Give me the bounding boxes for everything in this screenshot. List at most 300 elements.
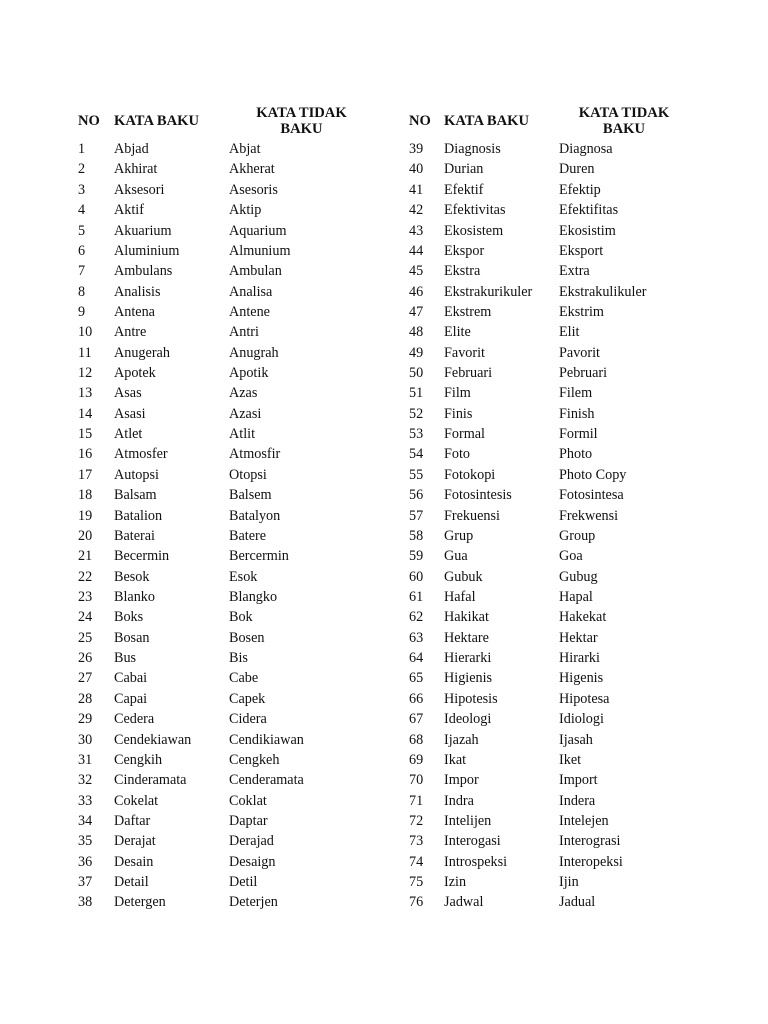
kata-tidak-baku-cell: Aktip bbox=[229, 202, 262, 219]
kata-tidak-baku-cell: Capek bbox=[229, 690, 266, 707]
kata-baku-cell: Detergen bbox=[114, 894, 166, 911]
table-row bbox=[78, 139, 374, 159]
kata-tidak-baku-cell: Azasi bbox=[229, 405, 262, 422]
kata-baku-cell: Ekstrem bbox=[444, 303, 492, 320]
table-row bbox=[409, 220, 689, 240]
table-row bbox=[78, 648, 374, 668]
kata-tidak-baku-cell: Bis bbox=[229, 650, 248, 667]
row-number: 9 bbox=[78, 303, 86, 320]
table-row bbox=[409, 363, 689, 383]
kata-tidak-baku-cell: Detil bbox=[229, 874, 258, 891]
kata-baku-cell: Cabai bbox=[114, 670, 148, 687]
kata-tidak-baku-cell: Frekwensi bbox=[559, 507, 619, 524]
kata-tidak-baku-cell: Intelejen bbox=[559, 812, 609, 829]
row-number: 48 bbox=[409, 324, 424, 341]
row-number: 20 bbox=[78, 527, 93, 544]
table-row bbox=[78, 180, 374, 200]
kata-tidak-baku-cell: Efektip bbox=[559, 181, 601, 198]
kata-tidak-baku-cell: Akherat bbox=[229, 161, 275, 178]
table-row bbox=[409, 322, 689, 342]
kata-baku-cell: Becermin bbox=[114, 548, 170, 565]
row-number: 52 bbox=[409, 405, 424, 422]
row-number: 22 bbox=[78, 568, 93, 585]
kata-tidak-baku-cell: Antri bbox=[229, 324, 259, 341]
kata-tidak-baku-cell: Apotik bbox=[229, 365, 269, 382]
table-row bbox=[409, 628, 689, 648]
kata-baku-cell: Foto bbox=[444, 446, 471, 463]
kata-tidak-baku-cell: Deterjen bbox=[229, 894, 278, 911]
table-row bbox=[78, 241, 374, 261]
row-number: 16 bbox=[78, 446, 93, 463]
row-number: 49 bbox=[409, 344, 424, 361]
kata-tidak-baku-cell: Bercermin bbox=[229, 548, 289, 565]
table-header-row bbox=[409, 103, 689, 139]
kata-baku-cell: Film bbox=[444, 385, 471, 402]
kata-baku-cell: Hafal bbox=[444, 588, 476, 605]
row-number: 40 bbox=[409, 161, 424, 178]
kata-tidak-baku-cell: Idiologi bbox=[559, 711, 604, 728]
kata-baku-cell: Atlet bbox=[114, 426, 143, 443]
kata-tidak-baku-cell: Pebruari bbox=[559, 365, 608, 382]
kata-baku-cell: Favorit bbox=[444, 344, 485, 361]
kata-baku-cell: Cendekiawan bbox=[114, 731, 192, 748]
kata-baku-cell: Apotek bbox=[114, 365, 156, 382]
kata-baku-cell: Interogasi bbox=[444, 833, 501, 850]
row-number: 27 bbox=[78, 670, 93, 687]
row-number: 69 bbox=[409, 751, 424, 768]
kata-baku-cell: Daftar bbox=[114, 812, 151, 829]
table-row bbox=[409, 729, 689, 749]
kata-tidak-baku-cell: Eksport bbox=[559, 242, 604, 259]
row-number: 29 bbox=[78, 711, 93, 728]
row-number: 67 bbox=[409, 711, 424, 728]
table-row bbox=[409, 709, 689, 729]
kata-tidak-baku-cell: Formil bbox=[559, 426, 598, 443]
kata-baku-cell: Frekuensi bbox=[444, 507, 500, 524]
table-row bbox=[78, 404, 374, 424]
row-number: 5 bbox=[78, 222, 86, 239]
kata-baku-cell: Fotosintesis bbox=[444, 487, 512, 504]
kata-tidak-baku-cell: Otopsi bbox=[229, 466, 267, 483]
table-row bbox=[78, 791, 374, 811]
table-row bbox=[409, 791, 689, 811]
table-row bbox=[409, 648, 689, 668]
kata-baku-cell: Blanko bbox=[114, 588, 155, 605]
table-row bbox=[78, 526, 374, 546]
kata-baku-cell: Analisis bbox=[114, 283, 161, 300]
kata-baku-cell: Cokelat bbox=[114, 792, 159, 809]
table-row bbox=[78, 872, 374, 892]
kata-tidak-baku-cell: Bok bbox=[229, 609, 253, 626]
kata-baku-cell: Antena bbox=[114, 303, 155, 320]
kata-baku-cell: Hakikat bbox=[444, 609, 489, 626]
table-row bbox=[409, 424, 689, 444]
row-number: 21 bbox=[78, 548, 93, 565]
row-number: 32 bbox=[78, 772, 93, 789]
row-number: 41 bbox=[409, 181, 424, 198]
table-row bbox=[78, 852, 374, 872]
table-row bbox=[78, 831, 374, 851]
row-number: 53 bbox=[409, 426, 424, 443]
kata-tidak-baku-cell: Ekstrim bbox=[559, 303, 604, 320]
row-number: 24 bbox=[78, 609, 93, 626]
kata-baku-cell: Bosan bbox=[114, 629, 150, 646]
kata-baku-cell: Besok bbox=[114, 568, 150, 585]
table-row bbox=[78, 343, 374, 363]
table-row bbox=[78, 465, 374, 485]
kata-tidak-baku-cell: Higenis bbox=[559, 670, 604, 687]
kata-tidak-baku-cell: Desaign bbox=[229, 853, 276, 870]
row-number: 7 bbox=[78, 263, 86, 280]
table-row bbox=[409, 892, 689, 912]
row-number: 11 bbox=[78, 344, 92, 361]
kata-baku-cell: Boks bbox=[114, 609, 144, 626]
row-number: 66 bbox=[409, 690, 424, 707]
row-number: 72 bbox=[409, 812, 424, 829]
row-number: 65 bbox=[409, 670, 424, 687]
kata-tidak-baku-cell: Analisa bbox=[229, 283, 273, 300]
kata-tidak-baku-cell: Aquarium bbox=[229, 222, 287, 239]
kata-tidak-baku-cell: Efektifitas bbox=[559, 202, 619, 219]
table-row bbox=[409, 404, 689, 424]
kata-tidak-baku-cell: Bosen bbox=[229, 629, 265, 646]
kata-tidak-baku-cell: Hipotesa bbox=[559, 690, 610, 707]
kata-baku-cell: Elite bbox=[444, 324, 471, 341]
kata-tidak-baku-cell: Extra bbox=[559, 263, 590, 280]
row-number: 68 bbox=[409, 731, 424, 748]
row-number: 39 bbox=[409, 141, 424, 158]
row-number: 26 bbox=[78, 650, 93, 667]
table-row bbox=[409, 261, 689, 281]
table-row bbox=[78, 689, 374, 709]
kata-baku-cell: Aluminium bbox=[114, 242, 180, 259]
kata-baku-cell: Introspeksi bbox=[444, 853, 508, 870]
kata-tidak-baku-cell: Ekstrakulikuler bbox=[559, 283, 647, 300]
word-table-right bbox=[409, 103, 689, 913]
kata-tidak-baku-cell: Hektar bbox=[559, 629, 598, 646]
row-number: 42 bbox=[409, 202, 424, 219]
row-number: 31 bbox=[78, 751, 93, 768]
kata-tidak-baku-cell: Gubug bbox=[559, 568, 598, 585]
kata-baku-cell: Desain bbox=[114, 853, 154, 870]
kata-tidak-baku-cell: Asesoris bbox=[229, 181, 278, 198]
table-row bbox=[78, 750, 374, 770]
table-row bbox=[78, 159, 374, 179]
row-number: 60 bbox=[409, 568, 424, 585]
kata-tidak-baku-cell: Hirarki bbox=[559, 650, 600, 667]
kata-baku-cell: Hierarki bbox=[444, 650, 492, 667]
kata-baku-cell: Ijazah bbox=[444, 731, 479, 748]
kata-tidak-baku-cell: Anugrah bbox=[229, 344, 279, 361]
kata-tidak-baku-cell: Blangko bbox=[229, 588, 278, 605]
kata-tidak-baku-cell: Cabe bbox=[229, 670, 259, 687]
row-number: 51 bbox=[409, 385, 424, 402]
table-row bbox=[409, 567, 689, 587]
table-row bbox=[409, 302, 689, 322]
row-number: 33 bbox=[78, 792, 93, 809]
kata-baku-cell: Diagnosis bbox=[444, 141, 501, 158]
row-number: 61 bbox=[409, 588, 424, 605]
header-kata-tidak-baku-line2: BAKU bbox=[602, 121, 646, 137]
kata-baku-cell: Fotokopi bbox=[444, 466, 496, 483]
table-row bbox=[78, 729, 374, 749]
row-number: 25 bbox=[78, 629, 93, 646]
table-row bbox=[78, 200, 374, 220]
row-number: 70 bbox=[409, 772, 424, 789]
kata-baku-cell: Anugerah bbox=[114, 344, 170, 361]
table-row bbox=[409, 139, 689, 159]
kata-baku-cell: Efektif bbox=[444, 181, 484, 198]
kata-baku-cell: Akhirat bbox=[114, 161, 158, 178]
kata-baku-cell: Jadwal bbox=[444, 894, 484, 911]
kata-tidak-baku-cell: Antene bbox=[229, 303, 270, 320]
kata-baku-cell: Ideologi bbox=[444, 711, 492, 728]
header-kata-tidak-baku-line1: KATA TIDAK bbox=[256, 105, 347, 121]
kata-baku-cell: Grup bbox=[444, 527, 474, 544]
row-number: 15 bbox=[78, 426, 93, 443]
kata-tidak-baku-cell: Import bbox=[559, 772, 598, 789]
kata-baku-cell: Ambulans bbox=[114, 263, 173, 280]
table-row bbox=[78, 383, 374, 403]
kata-baku-cell: Atmosfer bbox=[114, 446, 168, 463]
row-number: 47 bbox=[409, 303, 424, 320]
row-number: 76 bbox=[409, 894, 424, 911]
kata-tidak-baku-cell: Iket bbox=[559, 751, 582, 768]
kata-tidak-baku-cell: Cendikiawan bbox=[229, 731, 304, 748]
table-row bbox=[78, 363, 374, 383]
row-number: 23 bbox=[78, 588, 93, 605]
kata-tidak-baku-cell: Esok bbox=[229, 568, 258, 585]
row-number: 44 bbox=[409, 242, 424, 259]
row-number: 56 bbox=[409, 487, 424, 504]
row-number: 35 bbox=[78, 833, 93, 850]
row-number: 2 bbox=[78, 161, 86, 178]
kata-tidak-baku-cell: Photo Copy bbox=[559, 466, 627, 483]
header-kata-tidak-baku bbox=[229, 103, 374, 139]
row-number: 73 bbox=[409, 833, 424, 850]
table-row bbox=[409, 770, 689, 790]
table-row bbox=[78, 607, 374, 627]
table-row bbox=[78, 709, 374, 729]
table-row bbox=[78, 261, 374, 281]
table-row bbox=[78, 770, 374, 790]
kata-baku-cell: Asas bbox=[114, 385, 142, 402]
kata-baku-cell: Baterai bbox=[114, 527, 155, 544]
table-row bbox=[78, 668, 374, 688]
kata-baku-cell: Capai bbox=[114, 690, 148, 707]
word-table-left bbox=[78, 103, 374, 913]
table-header-row bbox=[78, 103, 374, 139]
header-no: NO bbox=[78, 113, 100, 129]
table-row bbox=[78, 892, 374, 912]
kata-baku-cell: Aktif bbox=[114, 202, 144, 219]
row-number: 28 bbox=[78, 690, 93, 707]
kata-baku-cell: Durian bbox=[444, 161, 484, 178]
row-number: 34 bbox=[78, 812, 93, 829]
kata-baku-cell: Ekosistem bbox=[444, 222, 504, 239]
kata-baku-cell: Higienis bbox=[444, 670, 493, 687]
table-row bbox=[409, 607, 689, 627]
kata-baku-cell: Gubuk bbox=[444, 568, 483, 585]
kata-baku-cell: Cedera bbox=[114, 711, 155, 728]
table-row bbox=[78, 485, 374, 505]
kata-tidak-baku-cell: Balsem bbox=[229, 487, 272, 504]
kata-tidak-baku-cell: Batalyon bbox=[229, 507, 281, 524]
kata-baku-cell: Bus bbox=[114, 650, 137, 667]
kata-baku-cell: Balsam bbox=[114, 487, 157, 504]
table-row bbox=[78, 220, 374, 240]
table-row bbox=[409, 750, 689, 770]
table-row bbox=[409, 526, 689, 546]
table-row bbox=[409, 282, 689, 302]
row-number: 10 bbox=[78, 324, 93, 341]
kata-baku-cell: Abjad bbox=[114, 141, 149, 158]
table-row bbox=[409, 872, 689, 892]
kata-baku-cell: Impor bbox=[444, 772, 479, 789]
kata-baku-cell: Februari bbox=[444, 365, 493, 382]
kata-baku-cell: Antre bbox=[114, 324, 147, 341]
table-row bbox=[78, 628, 374, 648]
kata-baku-cell: Detail bbox=[114, 874, 149, 891]
kata-baku-cell: Batalion bbox=[114, 507, 163, 524]
row-number: 55 bbox=[409, 466, 424, 483]
kata-tidak-baku-cell: Ambulan bbox=[229, 263, 282, 280]
row-number: 74 bbox=[409, 853, 424, 870]
kata-tidak-baku-cell: Indera bbox=[559, 792, 596, 809]
kata-tidak-baku-cell: Batere bbox=[229, 527, 267, 544]
kata-baku-cell: Cinderamata bbox=[114, 772, 187, 789]
table-row bbox=[78, 505, 374, 525]
kata-tidak-baku-cell: Finish bbox=[559, 405, 595, 422]
kata-baku-cell: Cengkih bbox=[114, 751, 163, 768]
row-number: 1 bbox=[78, 141, 86, 158]
row-number: 71 bbox=[409, 792, 424, 809]
kata-tidak-baku-cell: Group bbox=[559, 527, 596, 544]
kata-tidak-baku-cell: Cengkeh bbox=[229, 751, 280, 768]
table-row bbox=[409, 668, 689, 688]
table-row bbox=[409, 587, 689, 607]
kata-baku-cell: Aksesori bbox=[114, 181, 165, 198]
kata-tidak-baku-cell: Elit bbox=[559, 324, 580, 341]
table-row bbox=[409, 444, 689, 464]
table-row bbox=[409, 343, 689, 363]
row-number: 59 bbox=[409, 548, 424, 565]
table-row bbox=[409, 811, 689, 831]
kata-tidak-baku-cell: Cenderamata bbox=[229, 772, 304, 789]
row-number: 45 bbox=[409, 263, 424, 280]
kata-tidak-baku-cell: Ijin bbox=[559, 874, 579, 891]
row-number: 17 bbox=[78, 466, 93, 483]
header-kata-tidak-baku bbox=[559, 103, 689, 139]
kata-baku-cell: Izin bbox=[444, 874, 467, 891]
row-number: 62 bbox=[409, 609, 424, 626]
kata-baku-cell: Derajat bbox=[114, 833, 156, 850]
row-number: 6 bbox=[78, 242, 86, 259]
table-row bbox=[409, 689, 689, 709]
header-kata-baku: KATA BAKU bbox=[114, 113, 200, 129]
kata-tidak-baku-cell: Cidera bbox=[229, 711, 267, 728]
row-number: 37 bbox=[78, 874, 93, 891]
kata-tidak-baku-cell: Interograsi bbox=[559, 833, 621, 850]
table-row bbox=[409, 546, 689, 566]
row-number: 63 bbox=[409, 629, 424, 646]
table-row bbox=[409, 383, 689, 403]
table-row bbox=[409, 180, 689, 200]
table-row bbox=[78, 322, 374, 342]
table-row bbox=[409, 465, 689, 485]
header-kata-tidak-baku-line2: BAKU bbox=[280, 121, 323, 137]
header-kata-tidak-baku-line1: KATA TIDAK bbox=[578, 105, 670, 121]
row-number: 8 bbox=[78, 283, 86, 300]
kata-tidak-baku-cell: Derajad bbox=[229, 833, 274, 850]
kata-baku-cell: Efektivitas bbox=[444, 202, 506, 219]
table-row bbox=[78, 587, 374, 607]
kata-tidak-baku-cell: Almunium bbox=[229, 242, 291, 259]
row-number: 36 bbox=[78, 853, 93, 870]
table-row bbox=[409, 485, 689, 505]
row-number: 12 bbox=[78, 365, 93, 382]
row-number: 50 bbox=[409, 365, 424, 382]
row-number: 4 bbox=[78, 202, 86, 219]
table-row bbox=[78, 444, 374, 464]
kata-baku-cell: Autopsi bbox=[114, 466, 159, 483]
kata-tidak-baku-cell: Ekosistim bbox=[559, 222, 616, 239]
kata-tidak-baku-cell: Filem bbox=[559, 385, 593, 402]
row-number: 3 bbox=[78, 181, 86, 198]
table-row bbox=[78, 282, 374, 302]
row-number: 19 bbox=[78, 507, 93, 524]
row-number: 18 bbox=[78, 487, 93, 504]
kata-tidak-baku-cell: Photo bbox=[559, 446, 593, 463]
kata-tidak-baku-cell: Interopeksi bbox=[559, 853, 623, 870]
kata-baku-cell: Intelijen bbox=[444, 812, 492, 829]
kata-tidak-baku-cell: Azas bbox=[229, 385, 258, 402]
kata-tidak-baku-cell: Atmosfir bbox=[229, 446, 281, 463]
table-row bbox=[78, 424, 374, 444]
table-row bbox=[409, 159, 689, 179]
row-number: 43 bbox=[409, 222, 424, 239]
row-number: 57 bbox=[409, 507, 424, 524]
kata-tidak-baku-cell: Daptar bbox=[229, 812, 268, 829]
header-no: NO bbox=[409, 113, 431, 129]
kata-baku-cell: Hipotesis bbox=[444, 690, 498, 707]
kata-baku-cell: Ekstra bbox=[444, 263, 481, 280]
table-row bbox=[409, 241, 689, 261]
kata-tidak-baku-cell: Coklat bbox=[229, 792, 267, 809]
kata-tidak-baku-cell: Jadual bbox=[559, 894, 596, 911]
kata-tidak-baku-cell: Goa bbox=[559, 548, 583, 565]
kata-baku-cell: Indra bbox=[444, 792, 474, 809]
kata-baku-cell: Ikat bbox=[444, 751, 467, 768]
kata-tidak-baku-cell: Fotosintesa bbox=[559, 487, 624, 504]
row-number: 30 bbox=[78, 731, 93, 748]
header-kata-baku: KATA BAKU bbox=[444, 113, 530, 129]
kata-baku-cell: Finis bbox=[444, 405, 473, 422]
kata-tidak-baku-cell: Pavorit bbox=[559, 344, 600, 361]
kata-baku-cell: Gua bbox=[444, 548, 468, 565]
kata-tidak-baku-cell: Hakekat bbox=[559, 609, 607, 626]
kata-tidak-baku-cell: Abjat bbox=[229, 141, 261, 158]
table-row bbox=[409, 200, 689, 220]
table-row bbox=[78, 811, 374, 831]
kata-tidak-baku-cell: Hapal bbox=[559, 588, 593, 605]
row-number: 75 bbox=[409, 874, 424, 891]
kata-tidak-baku-cell: Atlit bbox=[229, 426, 256, 443]
row-number: 14 bbox=[78, 405, 93, 422]
kata-baku-cell: Formal bbox=[444, 426, 485, 443]
row-number: 13 bbox=[78, 385, 93, 402]
table-row bbox=[409, 505, 689, 525]
